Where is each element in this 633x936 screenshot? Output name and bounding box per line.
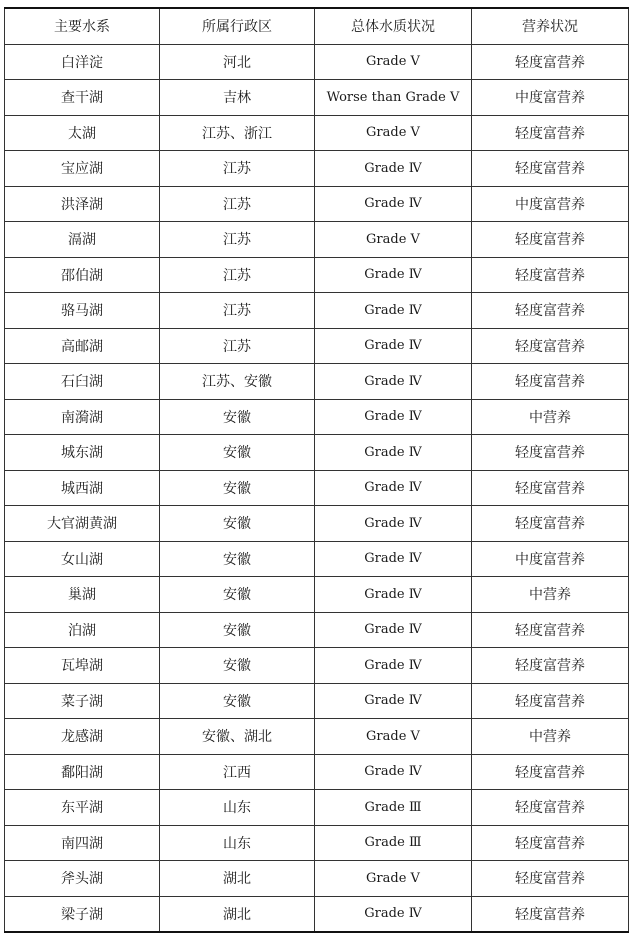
cell-admin-region: 安徽 [160,648,315,684]
cell-water-quality: Grade Ⅳ [315,186,472,222]
cell-nutrition-status: 轻度富营养 [472,257,629,293]
cell-admin-region: 江苏、安徽 [160,364,315,400]
cell-nutrition-status: 轻度富营养 [472,861,629,897]
cell-water-quality: Grade Ⅳ [315,470,472,506]
cell-water-system: 龙感湖 [5,719,160,755]
cell-nutrition-status: 中度富营养 [472,186,629,222]
table-row [5,612,629,648]
cell-water-system: 巢湖 [5,577,160,613]
cell-nutrition-status: 轻度富营养 [472,328,629,364]
cell-water-system: 斧头湖 [5,861,160,897]
cell-water-quality: Grade Ⅳ [315,683,472,719]
cell-nutrition-status: 轻度富营养 [472,470,629,506]
cell-admin-region: 河北 [160,44,315,80]
cell-water-system: 城东湖 [5,435,160,471]
cell-admin-region: 安徽 [160,506,315,542]
cell-water-system: 梁子湖 [5,896,160,932]
cell-nutrition-status: 轻度富营养 [472,115,629,151]
cell-water-quality: Grade Ⅳ [315,399,472,435]
cell-nutrition-status: 轻度富营养 [472,612,629,648]
table-row [5,364,629,400]
cell-water-system: 白洋淀 [5,44,160,80]
table-row [5,470,629,506]
cell-nutrition-status: 轻度富营养 [472,435,629,471]
cell-admin-region: 安徽 [160,541,315,577]
table-row [5,44,629,80]
cell-water-quality: Worse than Grade Ⅴ [315,80,472,116]
cell-admin-region: 安徽 [160,399,315,435]
cell-nutrition-status: 中度富营养 [472,541,629,577]
cell-admin-region: 江苏、浙江 [160,115,315,151]
cell-admin-region: 安徽 [160,683,315,719]
cell-water-system: 菜子湖 [5,683,160,719]
cell-water-quality: Grade Ⅴ [315,861,472,897]
cell-nutrition-status: 中营养 [472,719,629,755]
cell-water-quality: Grade Ⅳ [315,541,472,577]
cell-water-quality: Grade Ⅳ [315,435,472,471]
cell-water-quality: Grade Ⅳ [315,364,472,400]
table-row [5,257,629,293]
cell-admin-region: 江苏 [160,257,315,293]
cell-water-system: 女山湖 [5,541,160,577]
lake-water-quality-table [4,7,629,933]
cell-water-system: 南四湖 [5,825,160,861]
cell-nutrition-status: 轻度富营养 [472,754,629,790]
cell-water-system: 骆马湖 [5,293,160,329]
table-row [5,399,629,435]
cell-admin-region: 安徽、湖北 [160,719,315,755]
table-row [5,435,629,471]
table-row [5,896,629,932]
table-row [5,222,629,258]
cell-water-quality: Grade Ⅳ [315,328,472,364]
cell-water-quality: Grade Ⅲ [315,790,472,826]
cell-nutrition-status: 轻度富营养 [472,364,629,400]
cell-water-system: 滆湖 [5,222,160,258]
cell-water-quality: Grade Ⅳ [315,506,472,542]
cell-water-system: 鄱阳湖 [5,754,160,790]
table-row [5,648,629,684]
cell-water-system: 太湖 [5,115,160,151]
table-row [5,328,629,364]
cell-water-quality: Grade Ⅳ [315,577,472,613]
cell-water-system: 邵伯湖 [5,257,160,293]
cell-water-system: 城西湖 [5,470,160,506]
cell-nutrition-status: 中度富营养 [472,80,629,116]
cell-admin-region: 安徽 [160,435,315,471]
cell-nutrition-status: 中营养 [472,399,629,435]
cell-water-quality: Grade Ⅳ [315,151,472,187]
cell-nutrition-status: 轻度富营养 [472,506,629,542]
cell-water-system: 瓦埠湖 [5,648,160,684]
table-row [5,825,629,861]
table-row [5,293,629,329]
cell-water-system: 东平湖 [5,790,160,826]
table-row [5,861,629,897]
cell-nutrition-status: 轻度富营养 [472,151,629,187]
header-admin-region: 所属行政区 [160,8,315,44]
cell-nutrition-status: 轻度富营养 [472,683,629,719]
cell-water-quality: Grade Ⅴ [315,115,472,151]
table-row [5,80,629,116]
cell-water-quality: Grade Ⅴ [315,44,472,80]
cell-nutrition-status: 中营养 [472,577,629,613]
cell-water-system: 宝应湖 [5,151,160,187]
cell-admin-region: 吉林 [160,80,315,116]
cell-water-quality: Grade Ⅲ [315,825,472,861]
cell-water-quality: Grade Ⅳ [315,293,472,329]
cell-water-system: 石臼湖 [5,364,160,400]
cell-water-system: 查干湖 [5,80,160,116]
cell-nutrition-status: 轻度富营养 [472,790,629,826]
cell-nutrition-status: 轻度富营养 [472,44,629,80]
table-row [5,683,629,719]
table-row [5,577,629,613]
cell-water-system: 洪泽湖 [5,186,160,222]
cell-water-quality: Grade Ⅳ [315,896,472,932]
cell-nutrition-status: 轻度富营养 [472,293,629,329]
cell-water-system: 泊湖 [5,612,160,648]
cell-water-quality: Grade Ⅴ [315,222,472,258]
cell-nutrition-status: 轻度富营养 [472,648,629,684]
cell-admin-region: 江苏 [160,293,315,329]
cell-admin-region: 安徽 [160,577,315,613]
cell-admin-region: 安徽 [160,470,315,506]
cell-admin-region: 江苏 [160,328,315,364]
cell-admin-region: 江西 [160,754,315,790]
header-water-system: 主要水系 [5,8,160,44]
cell-water-quality: Grade Ⅳ [315,754,472,790]
cell-admin-region: 湖北 [160,896,315,932]
cell-nutrition-status: 轻度富营养 [472,896,629,932]
table-row [5,151,629,187]
table-row [5,115,629,151]
cell-water-quality: Grade Ⅳ [315,648,472,684]
table-body [5,44,629,932]
cell-admin-region: 安徽 [160,612,315,648]
cell-admin-region: 江苏 [160,151,315,187]
cell-water-system: 大官湖黄湖 [5,506,160,542]
cell-admin-region: 江苏 [160,222,315,258]
cell-water-quality: Grade Ⅳ [315,612,472,648]
cell-admin-region: 湖北 [160,861,315,897]
cell-nutrition-status: 轻度富营养 [472,825,629,861]
cell-admin-region: 山东 [160,825,315,861]
table-row [5,790,629,826]
header-nutrition-status: 营养状况 [472,8,629,44]
cell-water-quality: Grade Ⅴ [315,719,472,755]
header-water-quality: 总体水质状况 [315,8,472,44]
cell-water-system: 南漪湖 [5,399,160,435]
table-row [5,541,629,577]
table-row [5,719,629,755]
cell-admin-region: 山东 [160,790,315,826]
cell-water-quality: Grade Ⅳ [315,257,472,293]
cell-nutrition-status: 轻度富营养 [472,222,629,258]
table-row [5,754,629,790]
table-row [5,186,629,222]
table-row [5,506,629,542]
table-header-row [5,8,629,44]
cell-admin-region: 江苏 [160,186,315,222]
cell-water-system: 高邮湖 [5,328,160,364]
